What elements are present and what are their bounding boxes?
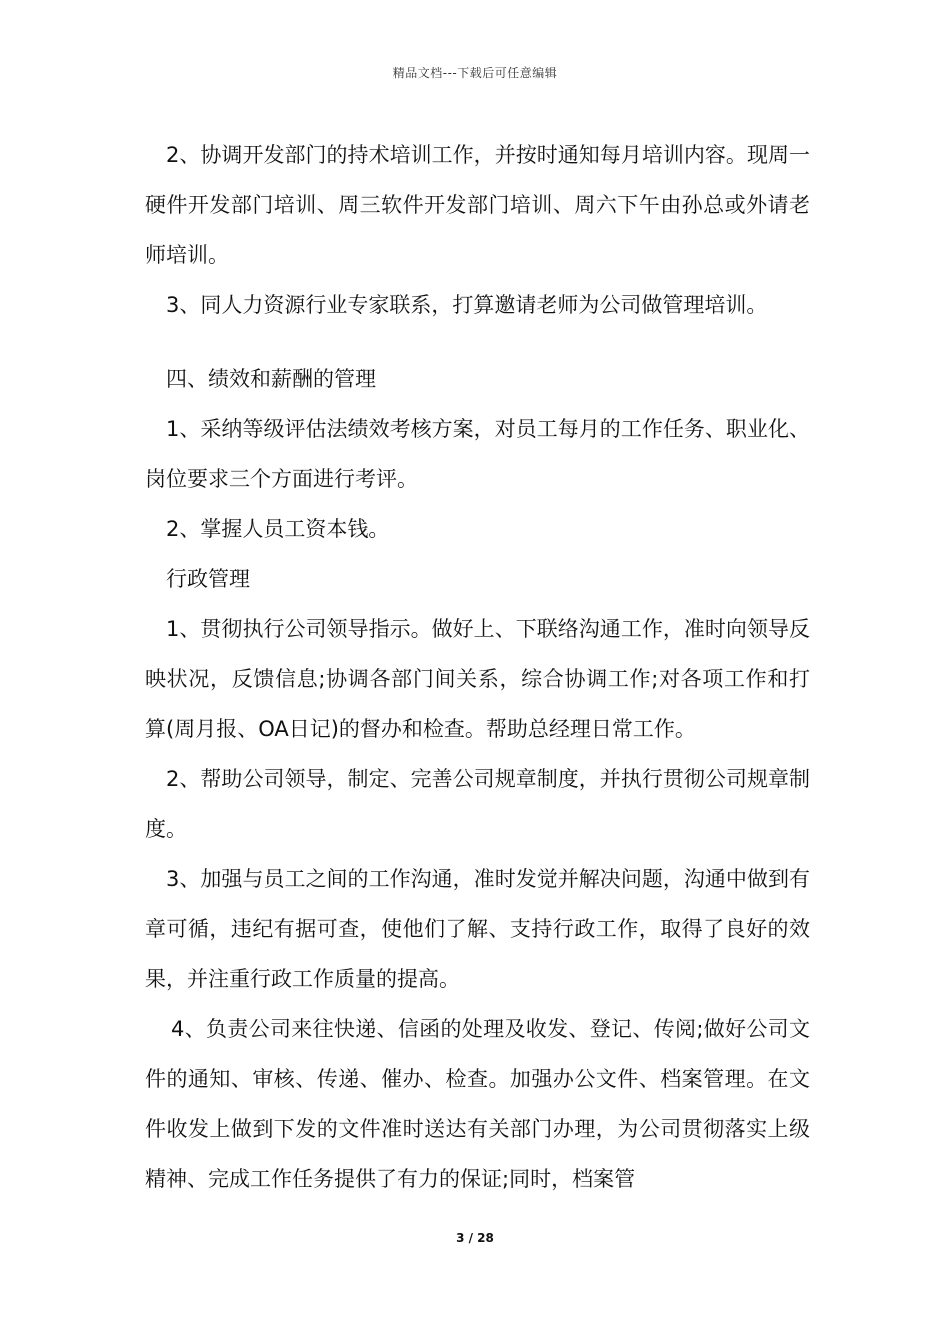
page-header: 精品文档---下载后可任意编辑 bbox=[392, 66, 558, 80]
paragraph-training-schedule: 2、协调开发部门的持术培训工作，并按时通知每月培训内容。现周一硬件开发部门培训、周三软件开发部门培训、周六下午由孙总或外请老师培训。 bbox=[145, 143, 810, 267]
document-body bbox=[145, 130, 810, 1204]
paragraph-staff-communication: 3、加强与员工之间的工作沟通，准时发觉并解决问题，沟通中做到有章可循，违纪有据可查，使他们了解、支持行政工作，取得了良好的效果，并注重行政工作质量的提高。 bbox=[145, 867, 810, 991]
page-number: 3 / 28 bbox=[456, 1231, 494, 1245]
section-heading-performance-salary: 四、绩效和薪酬的管理 bbox=[166, 367, 376, 391]
paragraph-salary-cost: 2、掌握人员工资本钱。 bbox=[166, 517, 390, 541]
paragraph-performance-evaluation: 1、采纳等级评估法绩效考核方案，对员工每月的工作任务、职业化、岗位要求三个方面进行考评。 bbox=[145, 417, 810, 491]
paragraph-document-handling: 4、负责公司来往快递、信函的处理及收发、登记、传阅;做好公司文件的通知、审核、传递、催办、检查。加强办公文件、档案管理。在文件收发上做到下发的文件准时送达有关部门办理，为公司贯彻落实上级精神、完成工作任务提供了有力的保证;同时，档案管 bbox=[145, 1017, 810, 1191]
section-heading-administration: 行政管理 bbox=[166, 567, 250, 591]
paragraph-execute-instructions: 1、贯彻执行公司领导指示。做好上、下联络沟通工作，准时向领导反映状况，反馈信息;协调各部门间关系，综合协调工作;对各项工作和打算(周月报、OA日记)的督办和检查。帮助总经理日常工作。 bbox=[145, 617, 810, 741]
paragraph-rules-regulations: 2、帮助公司领导，制定、完善公司规章制度，并执行贯彻公司规章制度。 bbox=[145, 767, 810, 841]
paragraph-hr-expert: 3、同人力资源行业专家联系，打算邀请老师为公司做管理培训。 bbox=[166, 293, 768, 317]
